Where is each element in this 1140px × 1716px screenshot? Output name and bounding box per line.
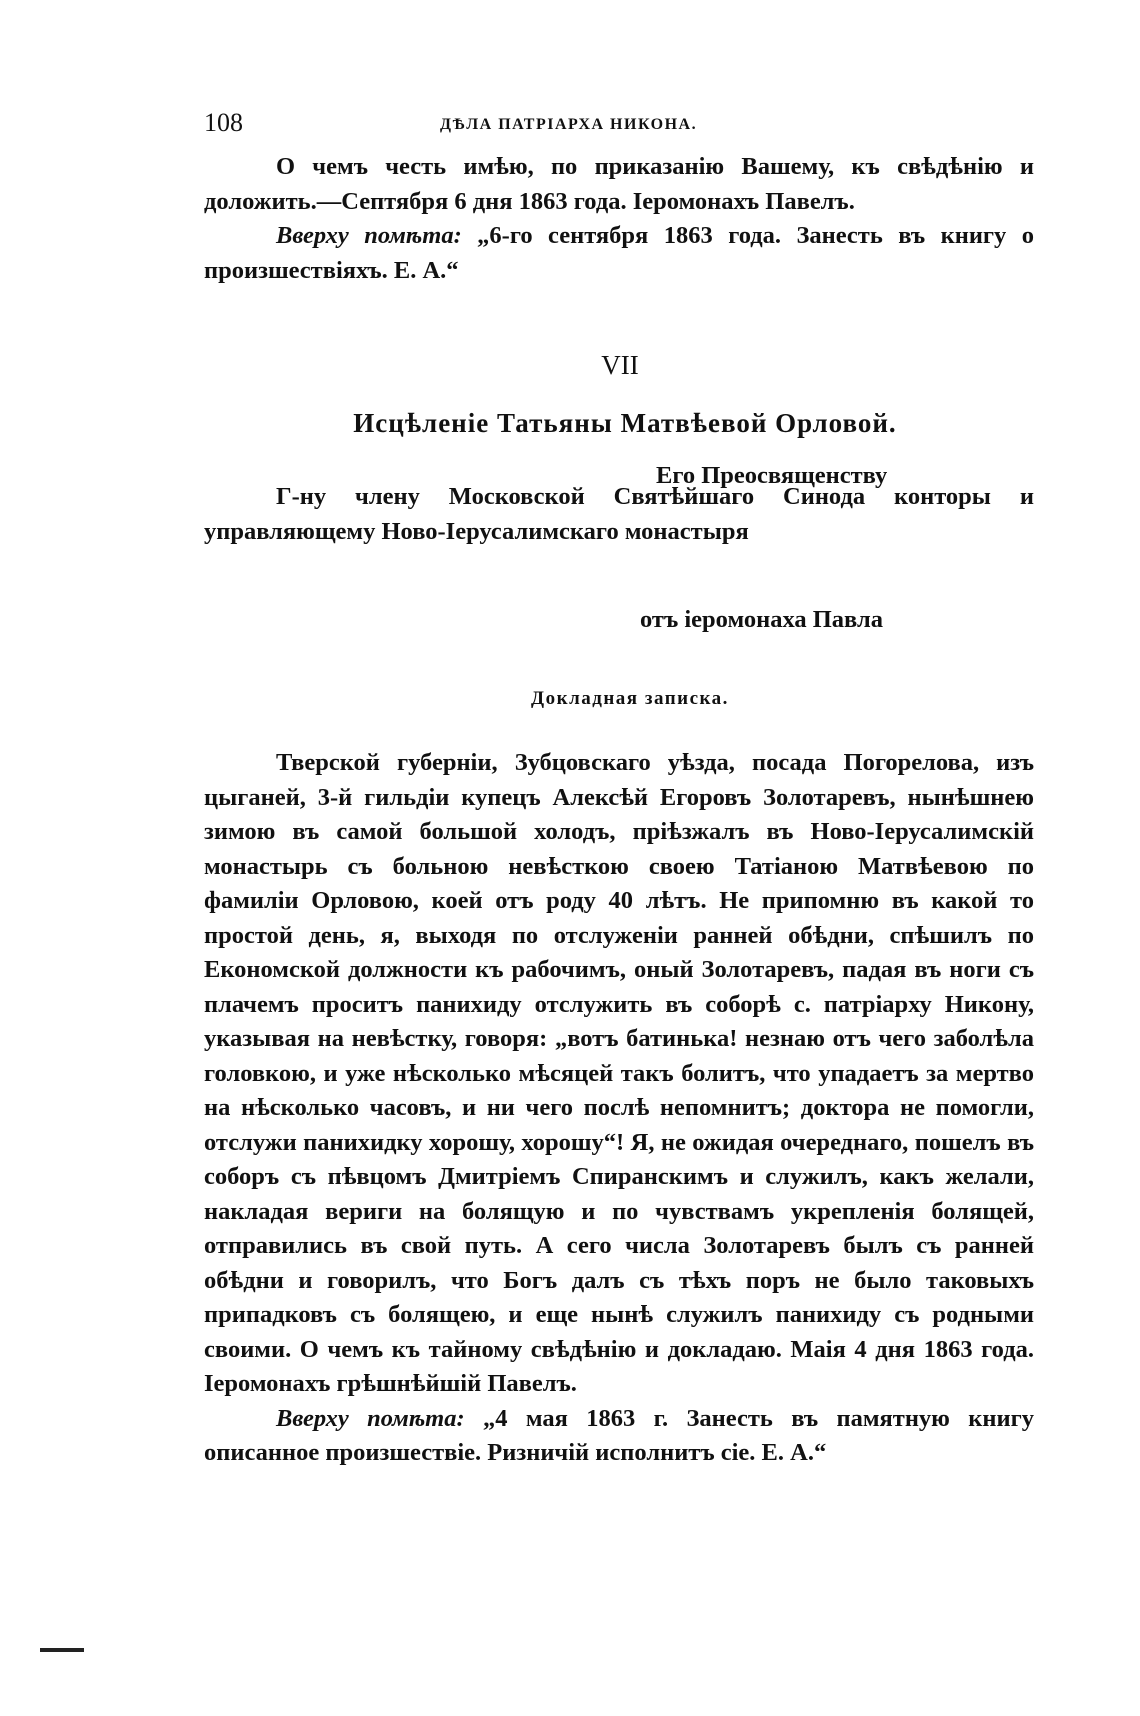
top-block	[204, 150, 1034, 288]
letter-sender: отъ іеромонаха Павла	[640, 606, 883, 633]
letter-body: Тверской губерніи, Зубцовскаго уѣзда, посада Погорелова, изъ цыганей, 3-й гильдіи купецъ Алексѣй Егоровъ Золотаревъ, нынѣшнею зимою въ самой большой холодъ, пріѣзжалъ въ Ново-Іерусалимскій монастырь съ больною невѣсткою своею Татіаною Матвѣевою по фамиліи Орловою, коей отъ роду 40 лѣтъ. Не припомню въ какой то простой день, я, выходя по отслуженіи ранней обѣдни, спѣшилъ по Економской должности къ рабочимъ, оный Золотаревъ, падая въ ноги съ плачемъ проситъ панихиду отслужить въ соборѣ с. патріарху Никону, указывая на невѣстку, говоря: „вотъ батинька! незнаю отъ чего заболѣла головкою, и уже нѣсколько мѣсяцей такъ болитъ, что упадаетъ за мертво на нѣсколько часовъ, и ни чего послѣ непомнитъ; доктора не помогли, отслужи панихидку хорошу, хорошу“! Я, не ожидая очереднаго, пошелъ въ соборъ съ пѣвцомъ Дмитріемъ Спиранскимъ и служилъ, какъ желали, накладая вериги на болящую и по чувствамъ укрепленія болящей, отправились въ свой путь. А сего числа Золотаревъ былъ съ ранней обѣдни и говорилъ, что Богъ далъ съ тѣхъ поръ не было таковыхъ припадковъ съ болящею, и еще нынѣ служилъ панихиду съ родными своими. О чемъ къ тайному свѣдѣнію и докладаю. Маія 4 дня 1863 года. Іеромонахъ грѣшнѣйшій Павелъ.	[204, 749, 1034, 1397]
document-title: Докладная записка.	[531, 688, 729, 709]
letter-recipient: Г-ну члену Московской Святѣйшаго Синода конторы и управляющему Ново-Іерусалимскаго монастыря	[204, 483, 1034, 545]
letter-addressee: Его Преосвященству	[656, 462, 888, 489]
page-number: 108	[204, 108, 243, 137]
bottom-note-label: Вверху помѣта:	[276, 1404, 465, 1432]
bottom-note	[204, 1402, 1034, 1471]
bottom-note-text: „4 мая 1863 г. Занесть въ памятную книгу описанное произшествіе. Ризничій исполнитъ сіе. Е. А.“	[204, 1404, 1034, 1466]
top-note-text: „6-го сентября 1863 года. Занесть въ книгу о произшествіяхъ. Е. А.“	[204, 222, 1035, 284]
top-note-label: Вверху помѣта:	[276, 222, 462, 249]
section-number: VII	[601, 350, 639, 380]
top-paragraph: О чемъ честь имѣю, по приказанію Вашему, къ свѣдѣнію и доложить.—Септября 6 дня 1863 года. Іеромонахъ Павелъ.	[204, 153, 1034, 215]
page-header	[204, 108, 1034, 148]
section-title: Исцѣленіе Татьяны Матвѣевой Орловой.	[353, 408, 897, 438]
letter-body-block	[204, 746, 1034, 1471]
recipient-block	[204, 480, 1034, 549]
margin-mark	[40, 1648, 84, 1652]
running-title: ДѢЛА ПАТРІАРХА НИКОНА.	[440, 116, 698, 133]
top-note	[204, 219, 1034, 288]
